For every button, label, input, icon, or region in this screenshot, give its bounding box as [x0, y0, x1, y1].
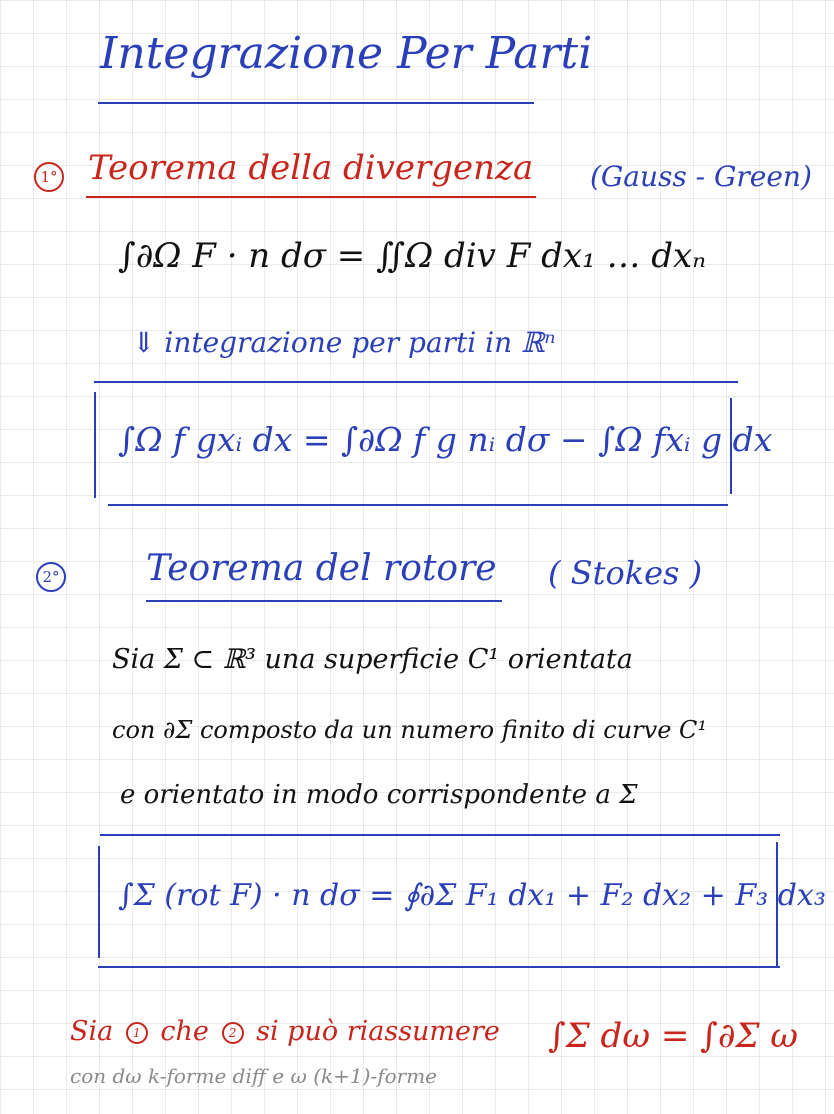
section1-attribution: (Gauss - Green): [590, 160, 812, 193]
summary-text-middle: che: [160, 1016, 209, 1047]
summary-circle-1: 1: [126, 1022, 148, 1044]
stokes-hypothesis-line2: con ∂Σ composto da un numero finito di curve C¹: [112, 716, 708, 744]
summary-text-before: Sia: [70, 1016, 114, 1047]
stokes-hypothesis-line1: Sia Σ ⊂ ℝ³ una superficie C¹ orientata: [112, 644, 633, 675]
box1-left: [94, 392, 96, 498]
box2-left: [98, 846, 100, 958]
box2-top: [100, 834, 780, 836]
divergence-formula: ∫∂Ω F · n dσ = ∬Ω div F dx₁ … dxₙ: [118, 236, 706, 276]
section2-heading: Teorema del rotore: [146, 548, 497, 589]
section2-attribution: ( Stokes ): [548, 554, 703, 592]
box1-top: [94, 381, 738, 383]
integration-by-parts-note: ⇓ integrazione per parti in ℝⁿ: [132, 326, 556, 359]
parts-formula-boxed: ∫Ω f gxᵢ dx = ∫∂Ω f g nᵢ dσ − ∫Ω fxᵢ g dx: [118, 420, 773, 459]
section2-number: 2°: [36, 562, 66, 592]
box2-bottom: [98, 966, 780, 968]
summary-line: [70, 1016, 500, 1047]
stokes-formula-boxed: ∫Σ (rot F) · n dσ = ∮∂Σ F₁ dx₁ + F₂ dx₂ + F₃ dx₃: [118, 878, 826, 913]
page-title: Integrazione Per Parti: [100, 28, 593, 79]
box1-bottom: [108, 504, 728, 506]
stokes-hypothesis-line3: e orientato in modo corrispondente a Σ: [120, 780, 638, 810]
section2-heading-underline: [146, 600, 502, 602]
section1-heading: Teorema della divergenza: [88, 148, 534, 188]
summary-text-after: si può riassumere: [256, 1016, 500, 1047]
section1-number: 1°: [34, 162, 64, 192]
summary-formula: ∫Σ dω = ∫∂Σ ω: [548, 1016, 799, 1056]
section1-heading-underline: [86, 196, 536, 198]
title-underline: [98, 102, 534, 104]
summary-note: con dω k-forme diff e ω (k+1)-forme: [70, 1064, 437, 1088]
summary-circle-2: 2: [222, 1022, 244, 1044]
